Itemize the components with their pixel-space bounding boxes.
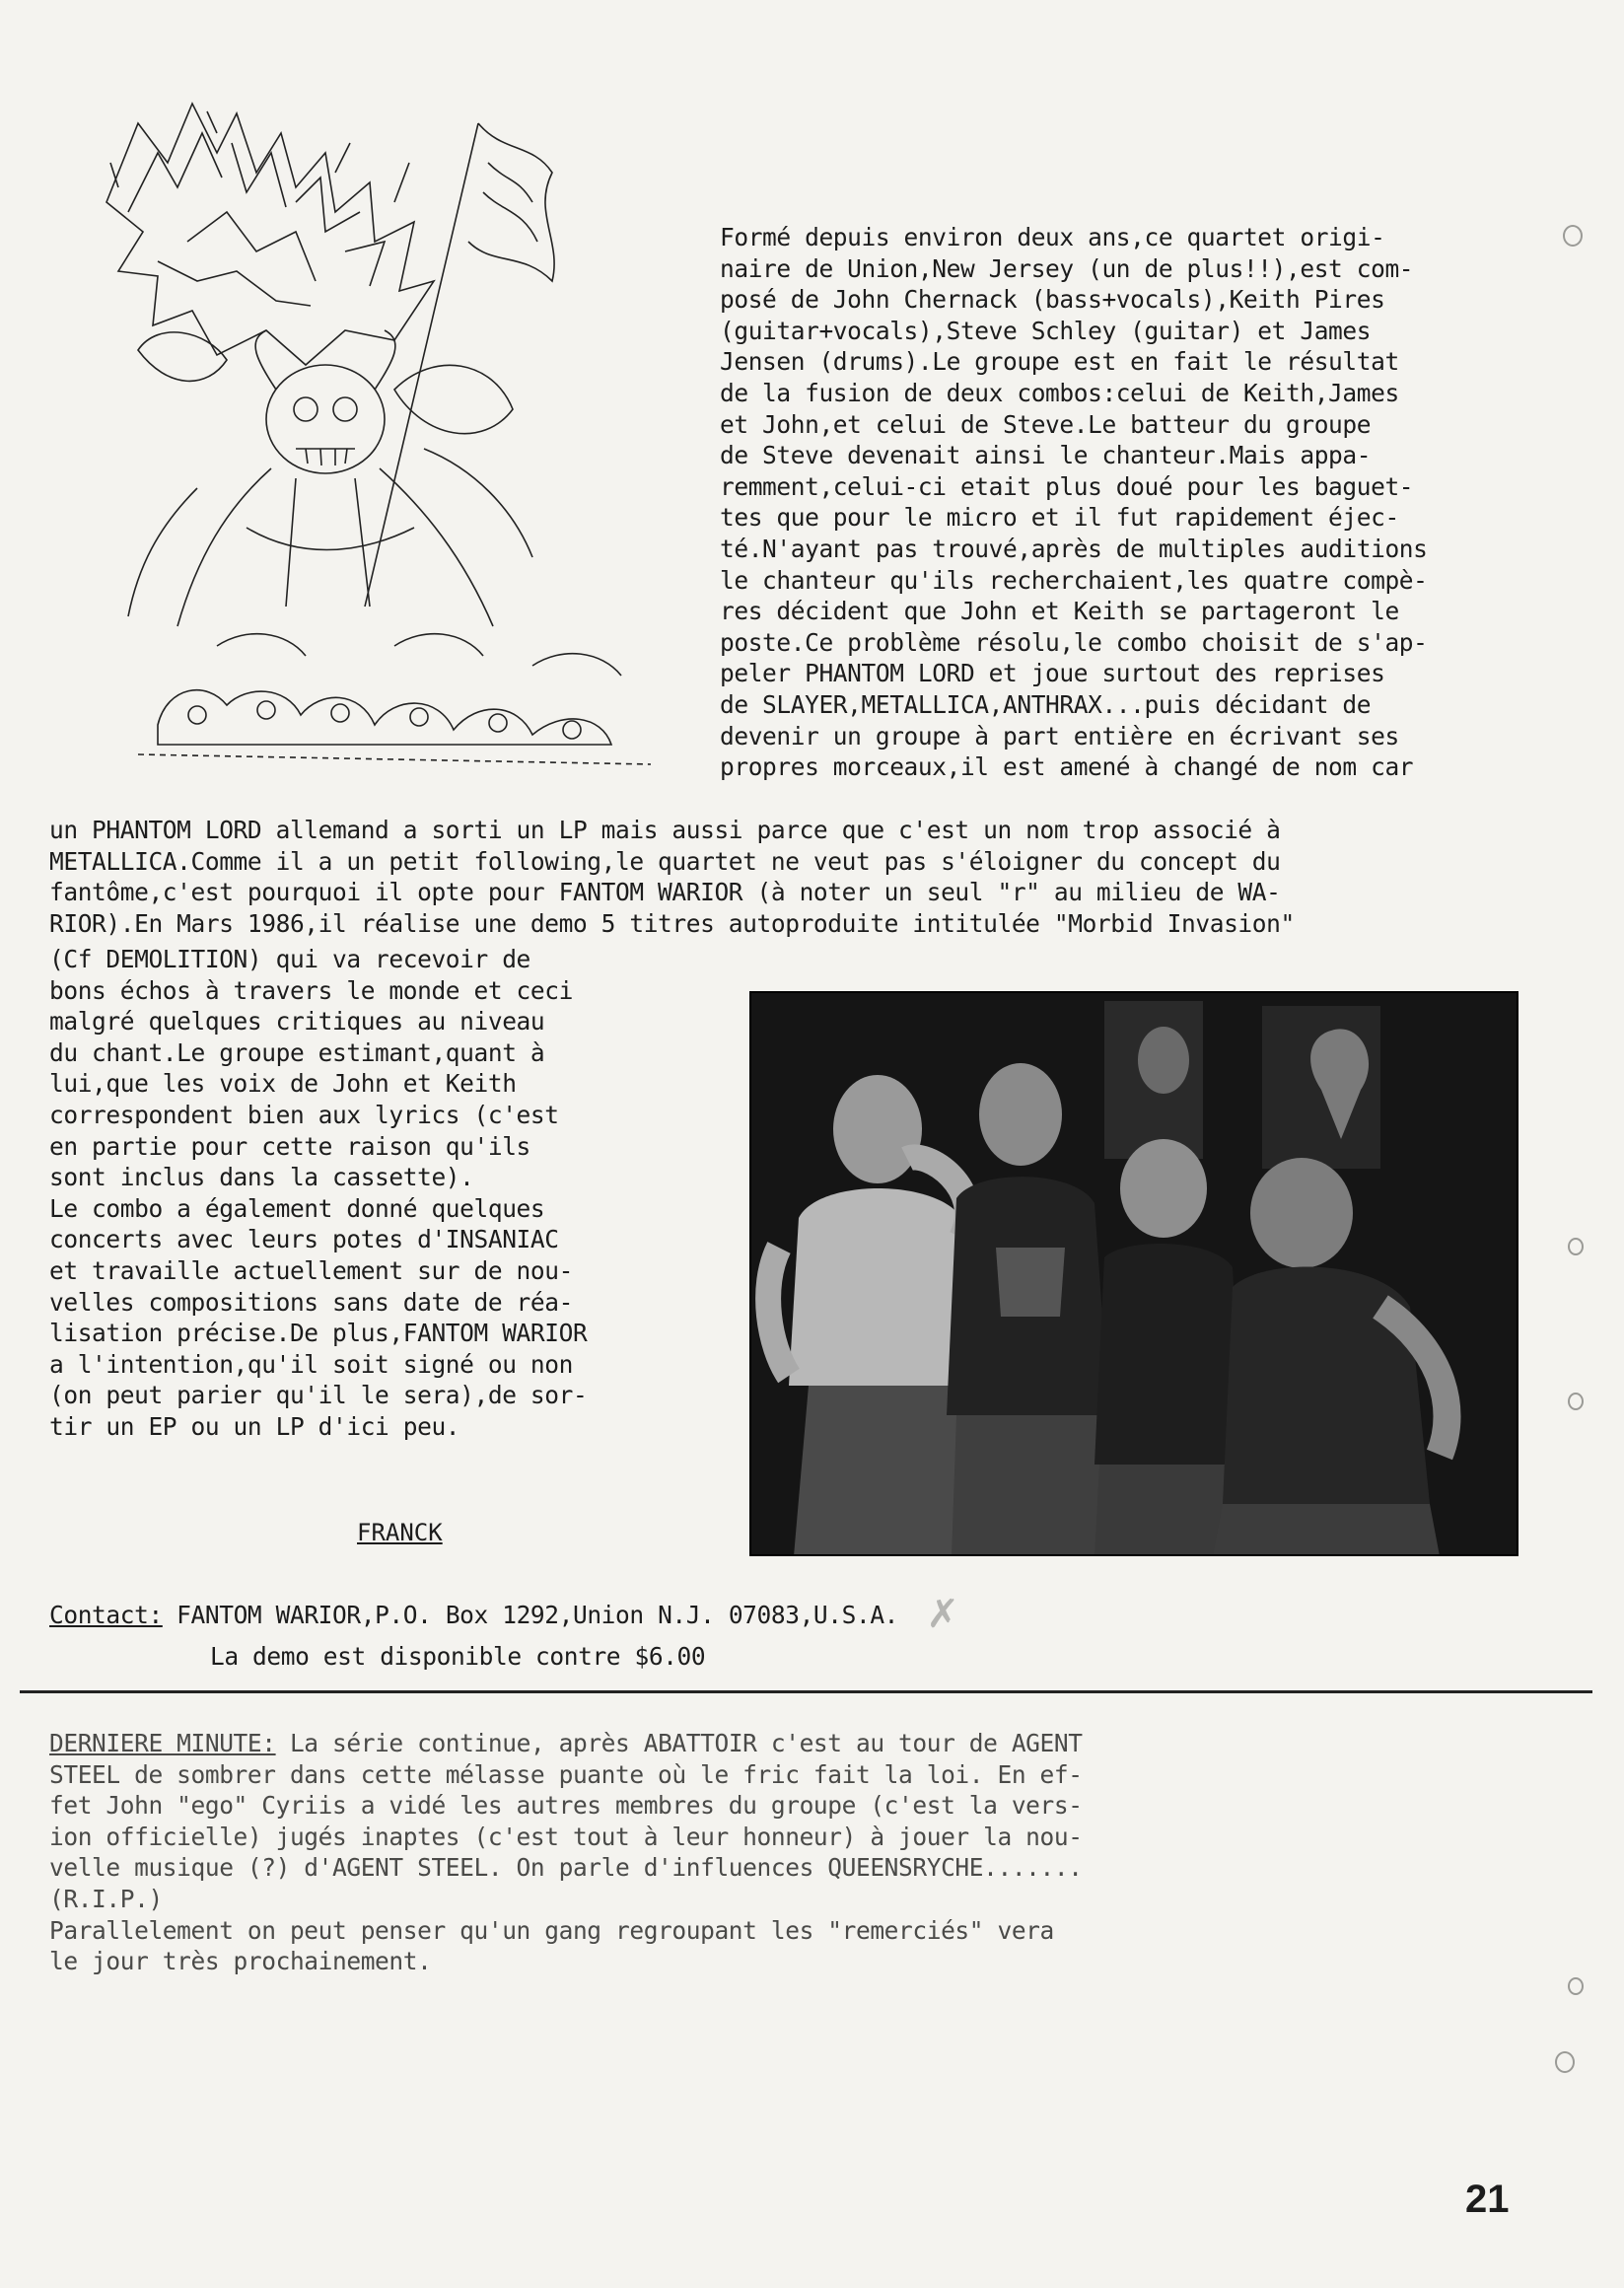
late-news-line: velle musique (?) d'AGENT STEEL. On parle d'influences QUEENSRYCHE....... xyxy=(49,1853,1083,1883)
author-signature: FRANCK xyxy=(357,1519,443,1546)
late-news-line: Parallelement on peut penser qu'un gang regroupant les "remerciés" vera xyxy=(49,1915,1054,1945)
body-line: velles compositions sans date de réa- xyxy=(49,1287,573,1317)
intro-line: de SLAYER,METALLICA,ANTHRAX...puis décidant de xyxy=(720,689,1372,719)
body-line: un PHANTOM LORD allemand a sorti un LP mais aussi parce que c'est un nom trop associé à xyxy=(49,816,1281,844)
intro-line: naire de Union,New Jersey (un de plus!!),est com- xyxy=(720,253,1414,283)
body-line: sont inclus dans la cassette). xyxy=(49,1163,474,1192)
intro-line: remment,celui-ci etait plus doué pour les baguet- xyxy=(720,471,1414,501)
body-line: concerts avec leurs potes d'INSANIAC xyxy=(49,1225,559,1254)
intro-line: peler PHANTOM LORD et joue surtout des reprises xyxy=(720,659,1385,688)
intro-line: de Steve devenait ainsi le chanteur.Mais appa- xyxy=(720,441,1372,470)
intro-line: devenir un groupe à part entière en écrivant ses xyxy=(720,721,1399,751)
intro-line: res décident que John et Keith se partageront le xyxy=(720,597,1399,626)
body-line: lui,que les voix de John et Keith xyxy=(49,1069,517,1099)
body-line: METALLICA.Comme il a un petit following,le quartet ne veut pas s'éloigner du concept du xyxy=(49,846,1281,876)
late-news-line: fet John "ego" Cyriis a vidé les autres membres du groupe (c'est la vers- xyxy=(49,1791,1083,1821)
demo-price-note: La demo est disponible contre $6.00 xyxy=(210,1642,706,1671)
intro-line: de la fusion de deux combos:celui de Keith,James xyxy=(720,378,1399,407)
body-line: tir un EP ou un LP d'ici peu. xyxy=(49,1411,460,1441)
intro-line: et John,et celui de Steve.Le batteur du groupe xyxy=(720,409,1372,439)
body-line: a l'intention,qu'il soit signé ou non xyxy=(49,1349,573,1379)
intro-column xyxy=(720,222,1568,783)
late-news-block xyxy=(49,1728,1588,1977)
binder-hole xyxy=(1568,1977,1584,1995)
contact-label: Contact: xyxy=(49,1601,163,1629)
body-line: lisation précise.De plus,FANTOM WARIOR xyxy=(49,1319,588,1348)
body-line: RIOR).En Mars 1986,il réalise une demo 5 titres autoproduite intitulée "Morbid Invasion" xyxy=(49,908,1295,938)
body-line: Le combo a également donné quelques xyxy=(49,1193,545,1223)
pencil-x-mark: ✗ xyxy=(926,1593,959,1636)
late-news-heading: DERNIERE MINUTE: xyxy=(49,1729,276,1757)
binder-hole xyxy=(1568,1393,1584,1410)
contact-address: FANTOM WARIOR,P.O. Box 1292,Union N.J. 07083,U.S.A. xyxy=(177,1601,899,1629)
intro-line: posé de John Chernack (bass+vocals),Keith Pires xyxy=(720,285,1385,315)
binder-hole xyxy=(1568,1238,1584,1255)
body-line: malgré quelques critiques au niveau xyxy=(49,1007,545,1037)
intro-line: Jensen (drums).Le groupe est en fait le résultat xyxy=(720,347,1399,377)
section-divider xyxy=(20,1690,1592,1693)
body-line: correspondent bien aux lyrics (c'est xyxy=(49,1100,559,1129)
contact-block xyxy=(49,1593,1233,1671)
late-news-line: ion officielle) jugés inaptes (c'est tout à leur honneur) à jouer la nou- xyxy=(49,1822,1083,1851)
binder-hole xyxy=(1555,2051,1575,2073)
body-line: du chant.Le groupe estimant,quant à xyxy=(49,1037,545,1067)
intro-line: té.N'ayant pas trouvé,après de multiples auditions xyxy=(720,534,1428,563)
band-photo xyxy=(749,991,1518,1556)
late-news-line: le jour très prochainement. xyxy=(49,1947,432,1976)
late-news-line: STEEL de sombrer dans cette mélasse puante où le fric fait la loi. En ef- xyxy=(49,1759,1083,1789)
body-line: en partie pour cette raison qu'ils xyxy=(49,1131,530,1161)
late-news-line: (R.I.P.) xyxy=(49,1884,163,1913)
left-column xyxy=(49,944,690,1443)
intro-line: le chanteur qu'ils recherchaient,les quatre compè- xyxy=(720,565,1428,595)
body-line: (Cf DEMOLITION) qui va recevoir de xyxy=(49,945,530,973)
band-illustration xyxy=(99,94,700,784)
binder-hole xyxy=(1563,225,1583,247)
body-line: et travaille actuellement sur de nou- xyxy=(49,1255,573,1285)
body-line: fantôme,c'est pourquoi il opte pour FANTOM WARIOR (à noter un seul "r" au milieu de WA- xyxy=(49,878,1281,907)
intro-line: (guitar+vocals),Steve Schley (guitar) et James xyxy=(720,316,1372,345)
full-width-text xyxy=(49,815,1588,939)
intro-line: propres morceaux,il est amené à changé de nom car xyxy=(720,752,1414,782)
page-number: 21 xyxy=(1465,2178,1510,2221)
late-news-line: La série continue, après ABATTOIR c'est au tour de AGENT xyxy=(275,1729,1083,1757)
body-line: bons échos à travers le monde et ceci xyxy=(49,975,573,1005)
intro-line: poste.Ce problème résolu,le combo choisit de s'ap- xyxy=(720,627,1428,657)
band-logo xyxy=(106,104,434,365)
intro-line: tes que pour le micro et il fut rapidement éjec- xyxy=(720,503,1399,533)
intro-line: Formé depuis environ deux ans,ce quartet origi- xyxy=(720,223,1385,251)
body-line: (on peut parier qu'il le sera),de sor- xyxy=(49,1381,588,1410)
